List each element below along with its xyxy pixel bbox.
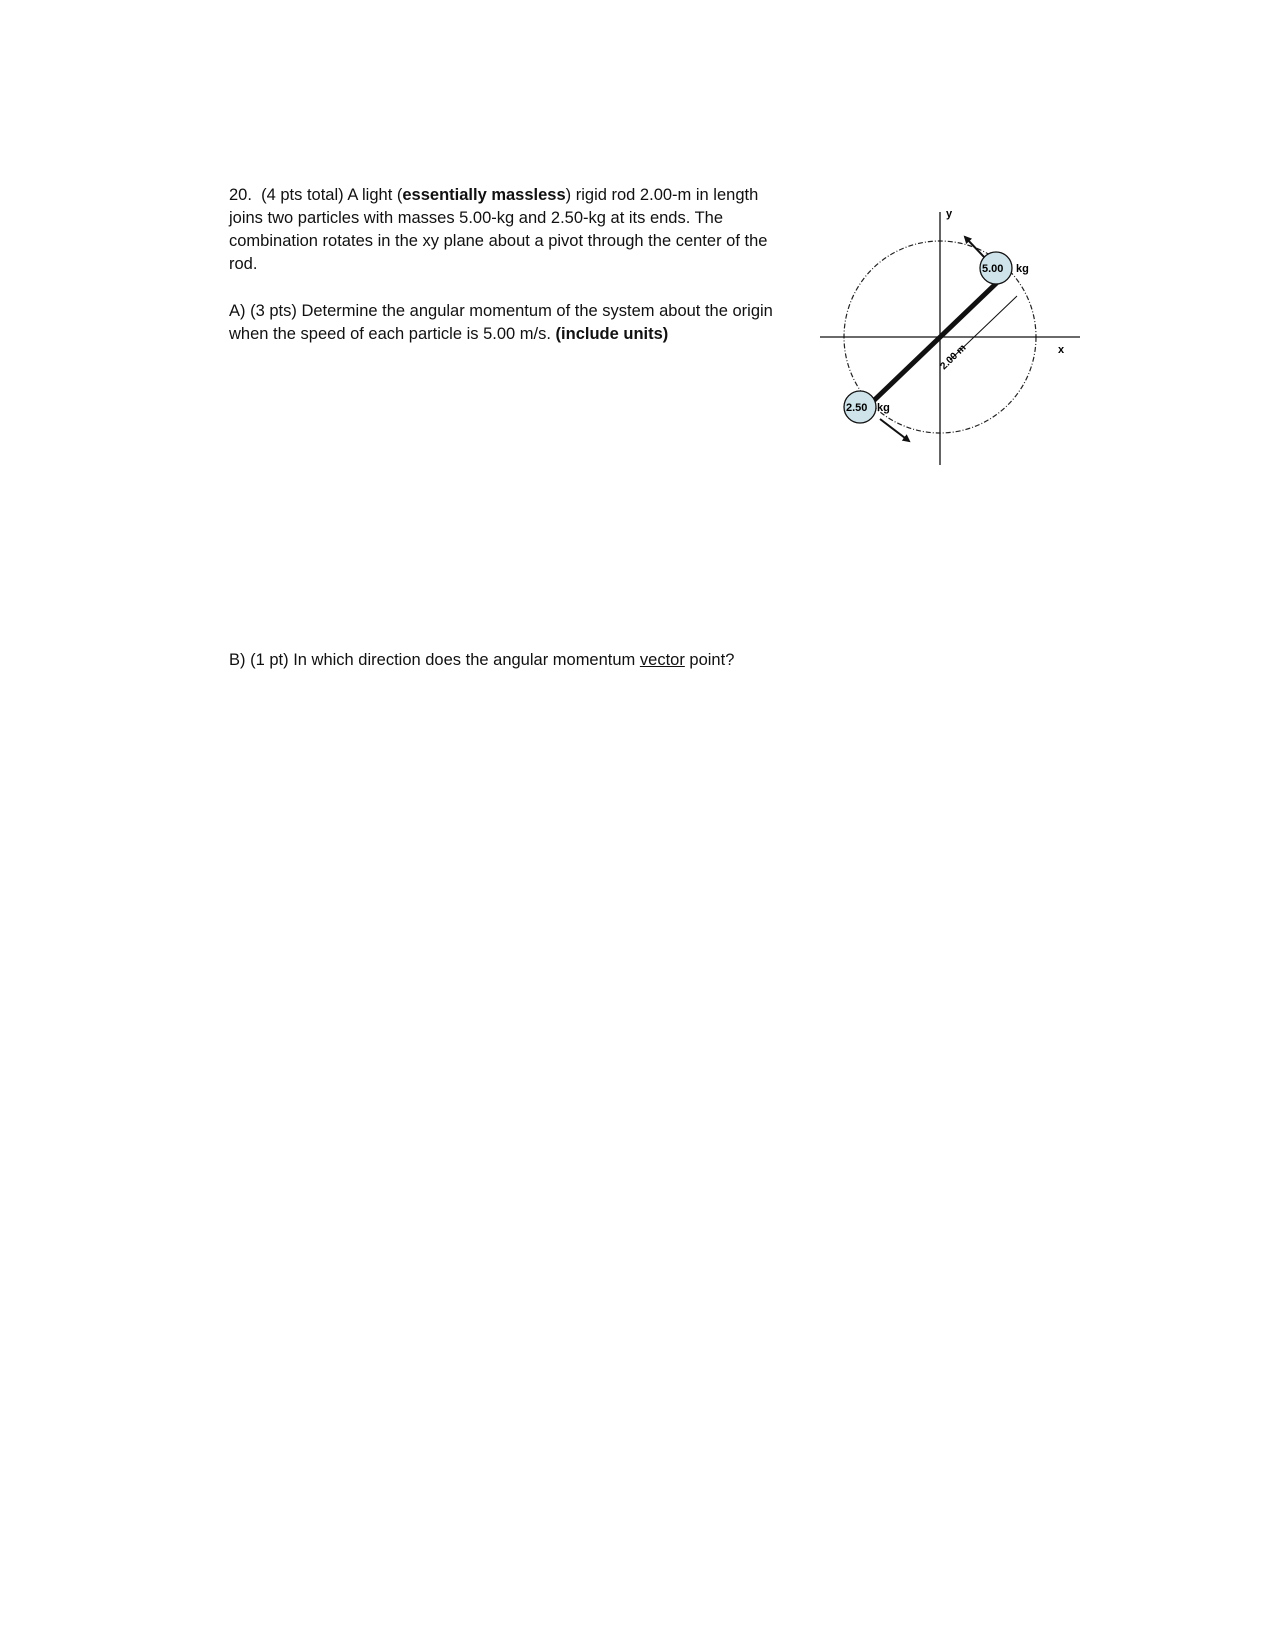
part-a-prompt bbox=[229, 300, 789, 346]
part-a-text: Determine the angular momentum of the system about the origin when the speed of each particle is 5.00 m/s. bbox=[229, 302, 773, 343]
part-b-label: B) (1 pt) bbox=[229, 651, 289, 669]
part-b-underlined-word: vector bbox=[639, 651, 685, 669]
question-points: (4 pts total) bbox=[261, 186, 344, 204]
part-b-text-before: In which direction does the angular momentum bbox=[288, 651, 640, 669]
y-axis-label: y bbox=[946, 208, 953, 220]
x-axis-label: x bbox=[1058, 344, 1065, 356]
mass-top-unit: kg bbox=[1016, 263, 1029, 275]
mass-top-value: 5.00 bbox=[982, 263, 1004, 275]
rigid-rod bbox=[865, 273, 1007, 409]
part-b-text-after: point? bbox=[684, 651, 735, 669]
emphasis-massless: essentially massless bbox=[402, 186, 566, 204]
question-number: 20. bbox=[229, 186, 252, 204]
mass-bottom-value: 2.50 bbox=[846, 402, 868, 414]
rod-length-label: 2.00 m bbox=[938, 342, 969, 373]
velocity-arrow-top bbox=[965, 237, 985, 258]
question-text-part2: ) rigid rod 2.00-m in length joins two particles with masses 5.00-kg and 2.50-kg at its ends. The combination rotates in the xy plane about a pivot through the center of the rod. bbox=[229, 186, 768, 273]
question-text-part1: A light ( bbox=[343, 186, 403, 204]
figure-svg bbox=[820, 200, 1090, 480]
part-a-units-note: (include units) bbox=[555, 325, 669, 343]
mass-bottom-unit: kg bbox=[877, 402, 890, 414]
part-a-label: A) (3 pts) bbox=[229, 302, 297, 320]
part-b-prompt bbox=[229, 649, 789, 672]
velocity-arrow-bottom bbox=[880, 419, 909, 441]
question-20-statement bbox=[229, 184, 789, 276]
rotating-rod-figure bbox=[820, 200, 1090, 480]
